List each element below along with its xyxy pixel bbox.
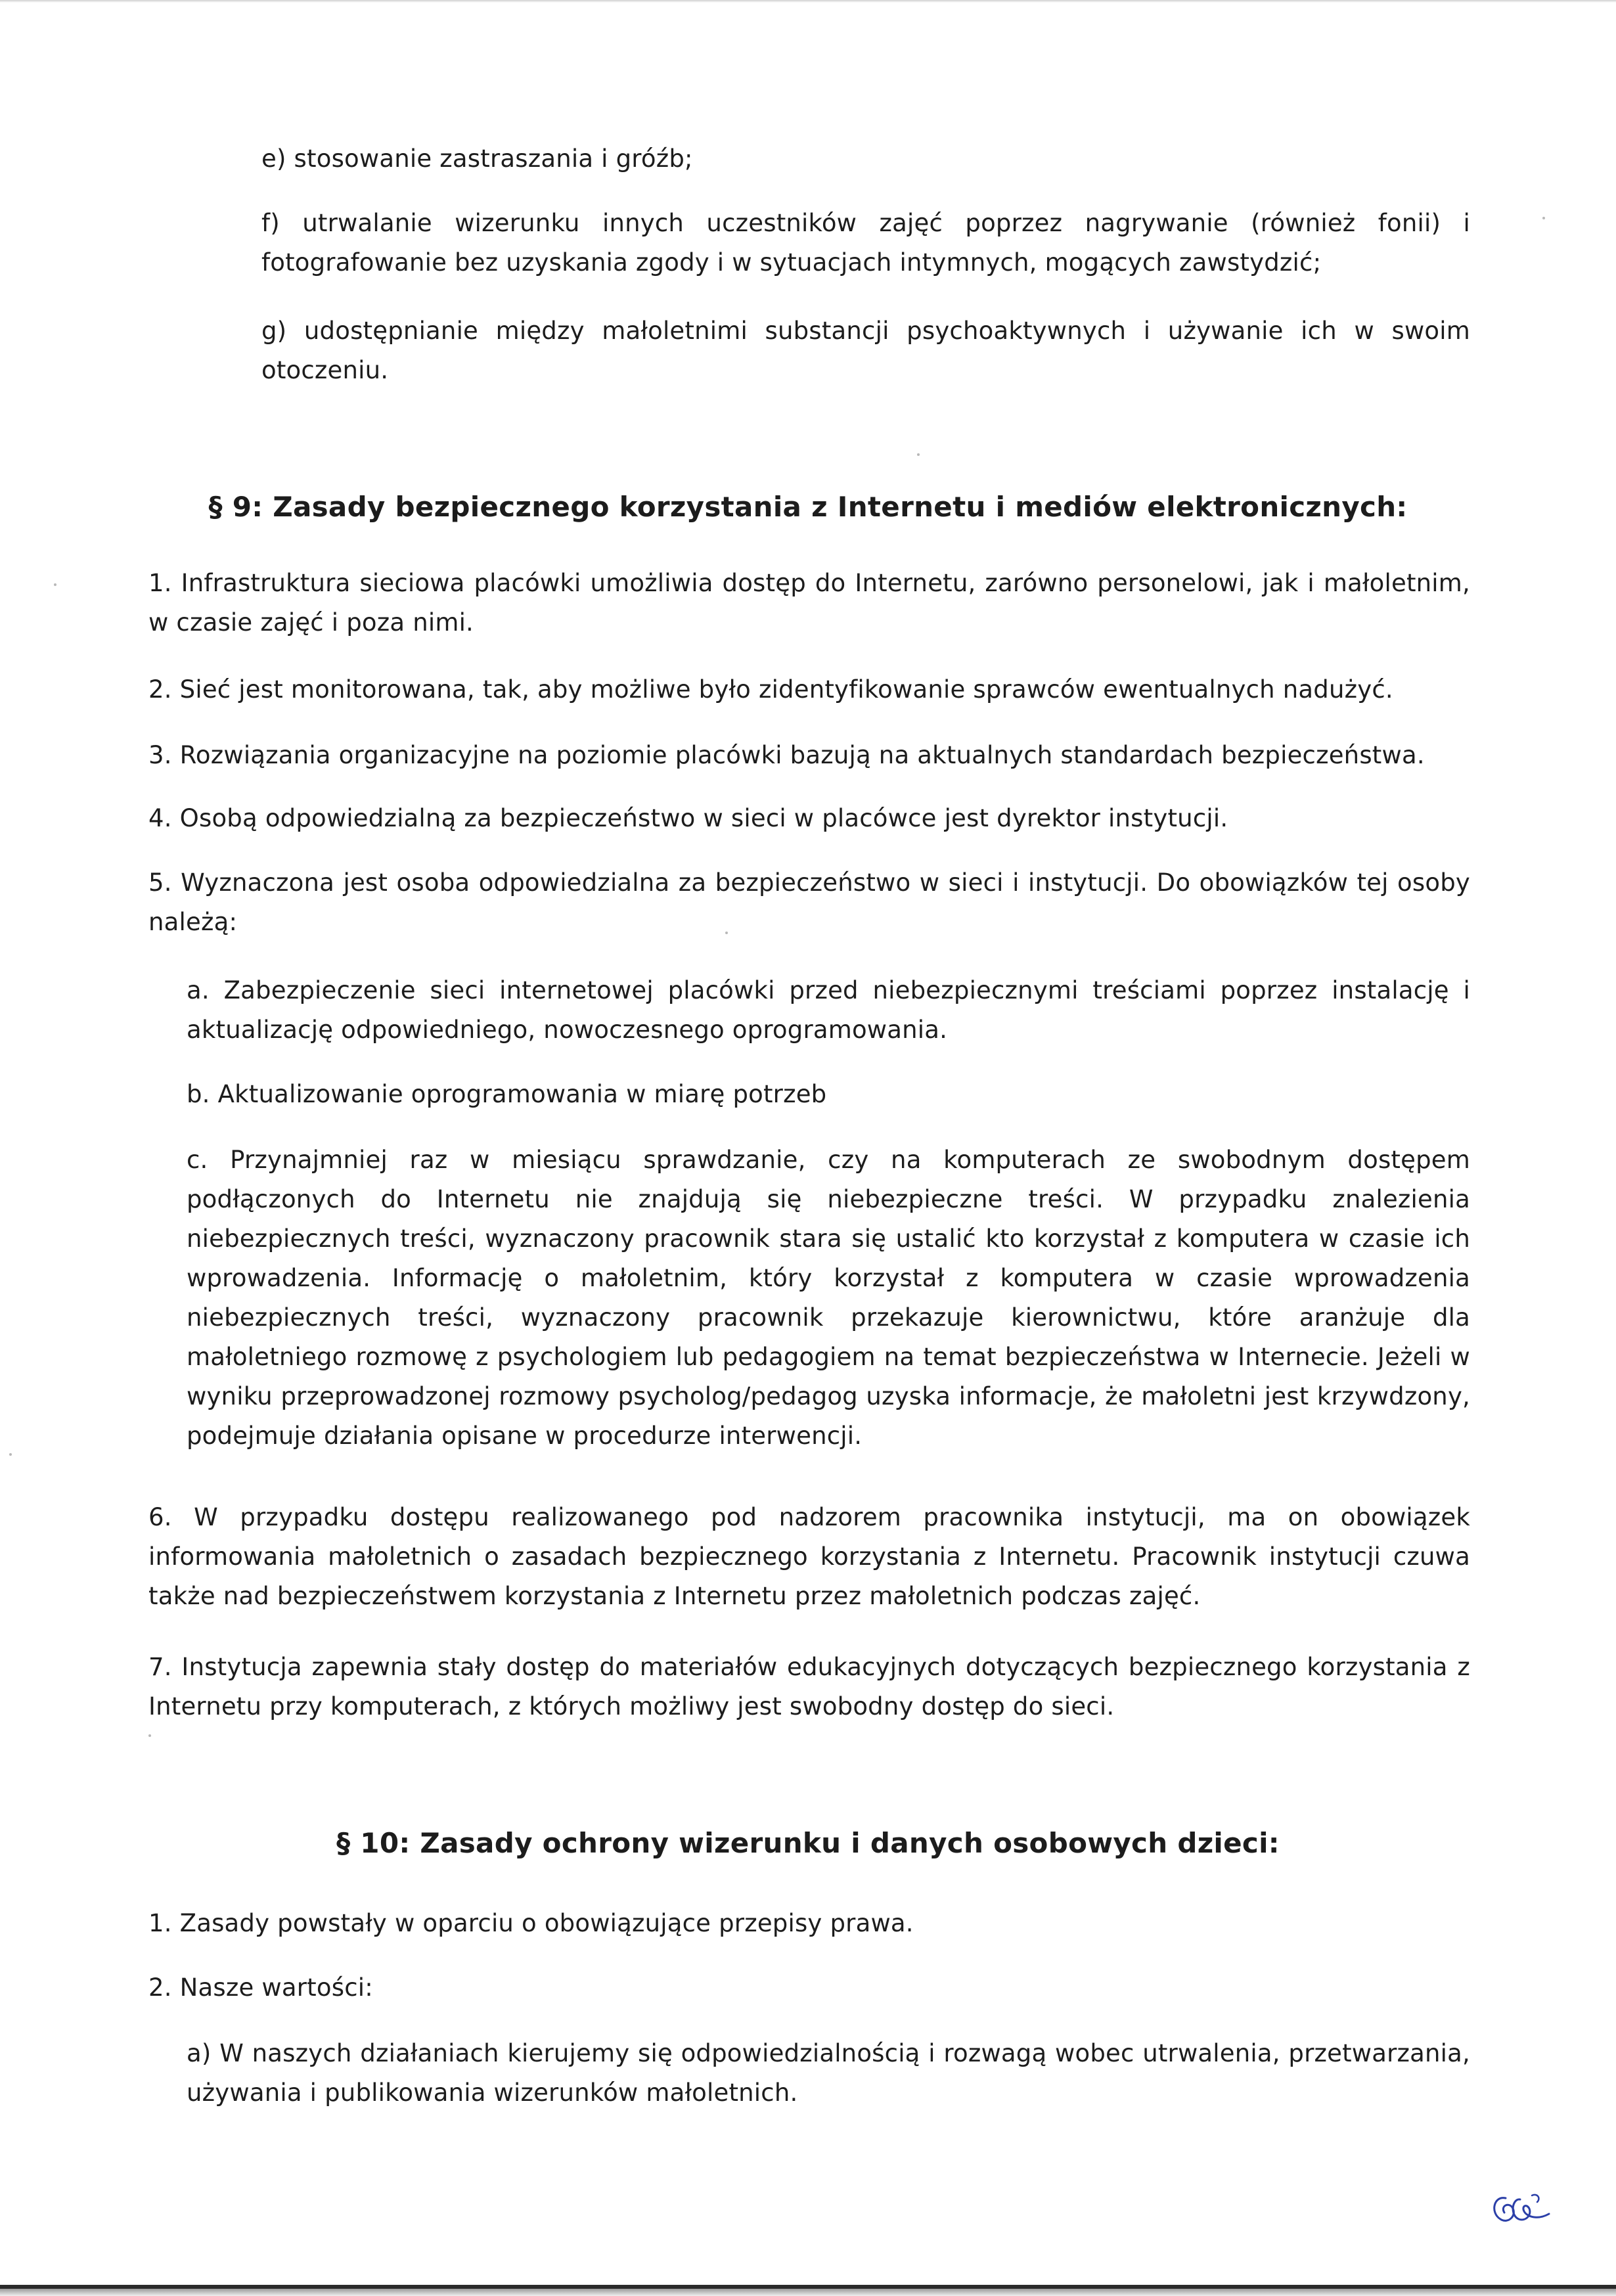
section-10-item-2a: a) W naszych działaniach kierujemy się odpowiedzialnością i rozwagą wobec utrwalenia, przetwarzania, używania i publikowania wizerunków małoletnich. <box>187 2039 1470 2107</box>
section-9-item-6: 6. W przypadku dostępu realizowanego pod nadzorem pracownika instytucji, ma on obowiązek informowania małoletnich o zasadach bezpiecznego korzystania z Internetu. Pracownik instytucji czuwa także nad bezpieczeństwem korzystania z Internetu przez małoletnich podczas zajęć. <box>148 1503 1470 1610</box>
section-9-item-5b: b. Aktualizowanie oprogramowania w miarę potrzeb <box>187 1080 827 1108</box>
scan-speck <box>725 932 728 934</box>
section-9-item-1: 1. Infrastruktura sieciowa placówki umożliwia dostęp do Internetu, zarówno personelowi, jak i małoletnim, w czasie zajęć i poza nimi. <box>148 569 1470 637</box>
scan-speck <box>917 453 920 456</box>
section-10-heading: § 10: Zasady ochrony wizerunku i danych osobowych dzieci: <box>336 1827 1280 1859</box>
section-9-item-5c: c. Przynajmniej raz w miesiącu sprawdzanie, czy na komputerach ze swobodnym dostępem podłączonych do Internetu nie znajdują się niebezpieczne treści. W przypadku znalezienia niebezpiecznych treści, wyznaczony pracownik stara się ustalić kto korzystał z komputera w czasie ich wprowadzenia. Informację o małoletnim, który korzystał z komputera w czasie wprowadzenia niebezpiecznych treści, wyznaczony pracownik przekazuje kierownictwu, które aranżuje dla małoletniego rozmowę z psychologiem lub pedagogiem na temat bezpieczeństwa w Internecie. Jeżeli w wyniku przeprowadzonej rozmowy psycholog/pedagog uzyska informacje, że małoletni jest krzywdzony, podejmuje działania opisane w procedurze interwencji. <box>187 1146 1470 1450</box>
scan-speck <box>9 1453 12 1456</box>
list-item-g: g) udostępnianie między małoletnimi substancji psychoaktywnych i używanie ich w swoim otoczeniu. <box>261 317 1470 384</box>
scan-speck <box>1542 217 1545 219</box>
handwritten-initials-icon <box>1486 2186 1558 2232</box>
section-9-item-7: 7. Instytucja zapewnia stały dostęp do materiałów edukacyjnych dotyczących bezpiecznego korzystania z Internetu przy komputerach, z których możliwy jest swobodny dostęp do sieci. <box>148 1653 1470 1721</box>
section-9-item-5a: a. Zabezpieczenie sieci internetowej placówki przed niebezpiecznymi treściami poprzez instalację i aktualizację odpowiedniego, nowoczesnego oprogramowania. <box>187 976 1470 1044</box>
scan-bottom-shadow <box>0 2289 1616 2296</box>
scan-speck <box>148 1734 151 1737</box>
list-item-f: f) utrwalanie wizerunku innych uczestników zajęć poprzez nagrywanie (również fonii) i fotografowanie bez uzyskania zgody i w sytuacjach intymnych, mogących zawstydzić; <box>261 209 1470 277</box>
list-item-e: e) stosowanie zastraszania i gróźb; <box>261 145 693 173</box>
section-9-item-4: 4. Osobą odpowiedzialną za bezpieczeństwo w sieci w placówce jest dyrektor instytucji. <box>148 804 1228 832</box>
section-9-heading: § 9: Zasady bezpiecznego korzystania z Internetu i mediów elektronicznych: <box>208 491 1408 523</box>
section-10-item-1: 1. Zasady powstały w oparciu o obowiązujące przepisy prawa. <box>148 1909 914 1937</box>
section-9-item-2: 2. Sieć jest monitorowana, tak, aby możliwe było zidentyfikowanie sprawców ewentualnych nadużyć. <box>148 675 1393 704</box>
section-9-item-5: 5. Wyznaczona jest osoba odpowiedzialna za bezpieczeństwo w sieci i instytucji. Do obowiązków tej osoby należą: <box>148 868 1470 936</box>
section-9-item-3: 3. Rozwiązania organizacyjne na poziomie placówki bazują na aktualnych standardach bezpieczeństwa. <box>148 741 1425 769</box>
section-10-item-2: 2. Nasze wartości: <box>148 1973 373 2002</box>
scan-speck <box>54 583 56 586</box>
